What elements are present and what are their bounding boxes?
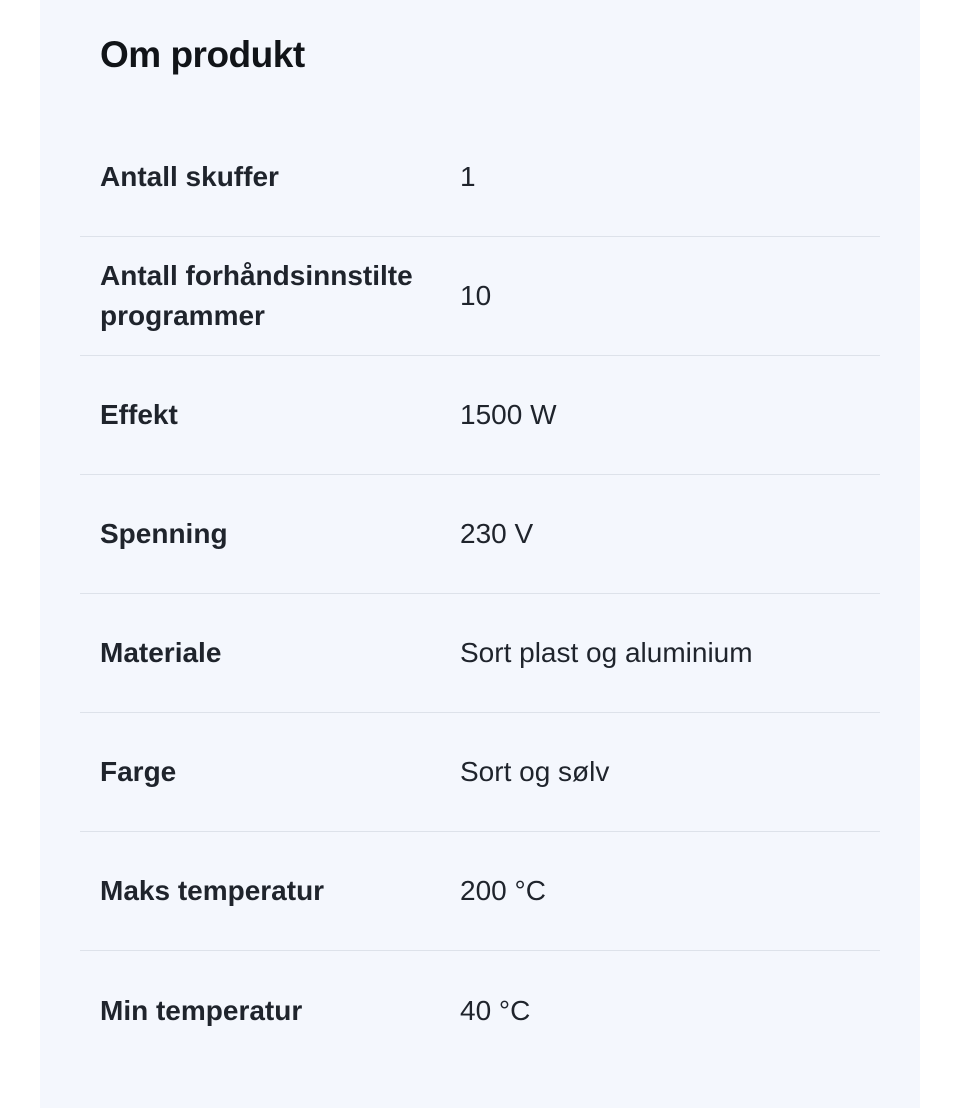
spec-value: 230 V bbox=[460, 518, 534, 549]
spec-label: Farge bbox=[100, 756, 177, 787]
spec-row-preset-programs bbox=[80, 237, 880, 356]
spec-value: 1500 W bbox=[460, 399, 557, 430]
spec-label: Antall skuffer bbox=[100, 161, 279, 192]
spec-row-voltage bbox=[80, 475, 880, 594]
spec-list bbox=[80, 118, 880, 1070]
spec-row-drawer-count bbox=[80, 118, 880, 237]
spec-label: Min temperatur bbox=[100, 994, 303, 1026]
spec-label: Maks temperatur bbox=[100, 875, 325, 906]
spec-value: 1 bbox=[460, 161, 476, 192]
spec-label: Effekt bbox=[100, 399, 178, 430]
spec-row-power bbox=[80, 356, 880, 475]
product-info-panel bbox=[40, 0, 920, 1108]
spec-value: 200 °C bbox=[460, 875, 546, 906]
spec-row-color bbox=[80, 713, 880, 832]
spec-label: Antall forhåndsinnstilte programmer bbox=[100, 260, 413, 331]
spec-value: 40 °C bbox=[460, 994, 531, 1026]
spec-value: Sort og sølv bbox=[460, 756, 610, 787]
spec-row-max-temperature bbox=[80, 832, 880, 951]
spec-label: Materiale bbox=[100, 637, 222, 668]
spec-value: 10 bbox=[460, 280, 492, 311]
spec-row-min-temperature bbox=[80, 951, 880, 1070]
section-title: Om produkt bbox=[100, 34, 305, 75]
spec-row-material bbox=[80, 594, 880, 713]
spec-value: Sort plast og aluminium bbox=[460, 637, 753, 668]
spec-label: Spenning bbox=[100, 518, 228, 549]
